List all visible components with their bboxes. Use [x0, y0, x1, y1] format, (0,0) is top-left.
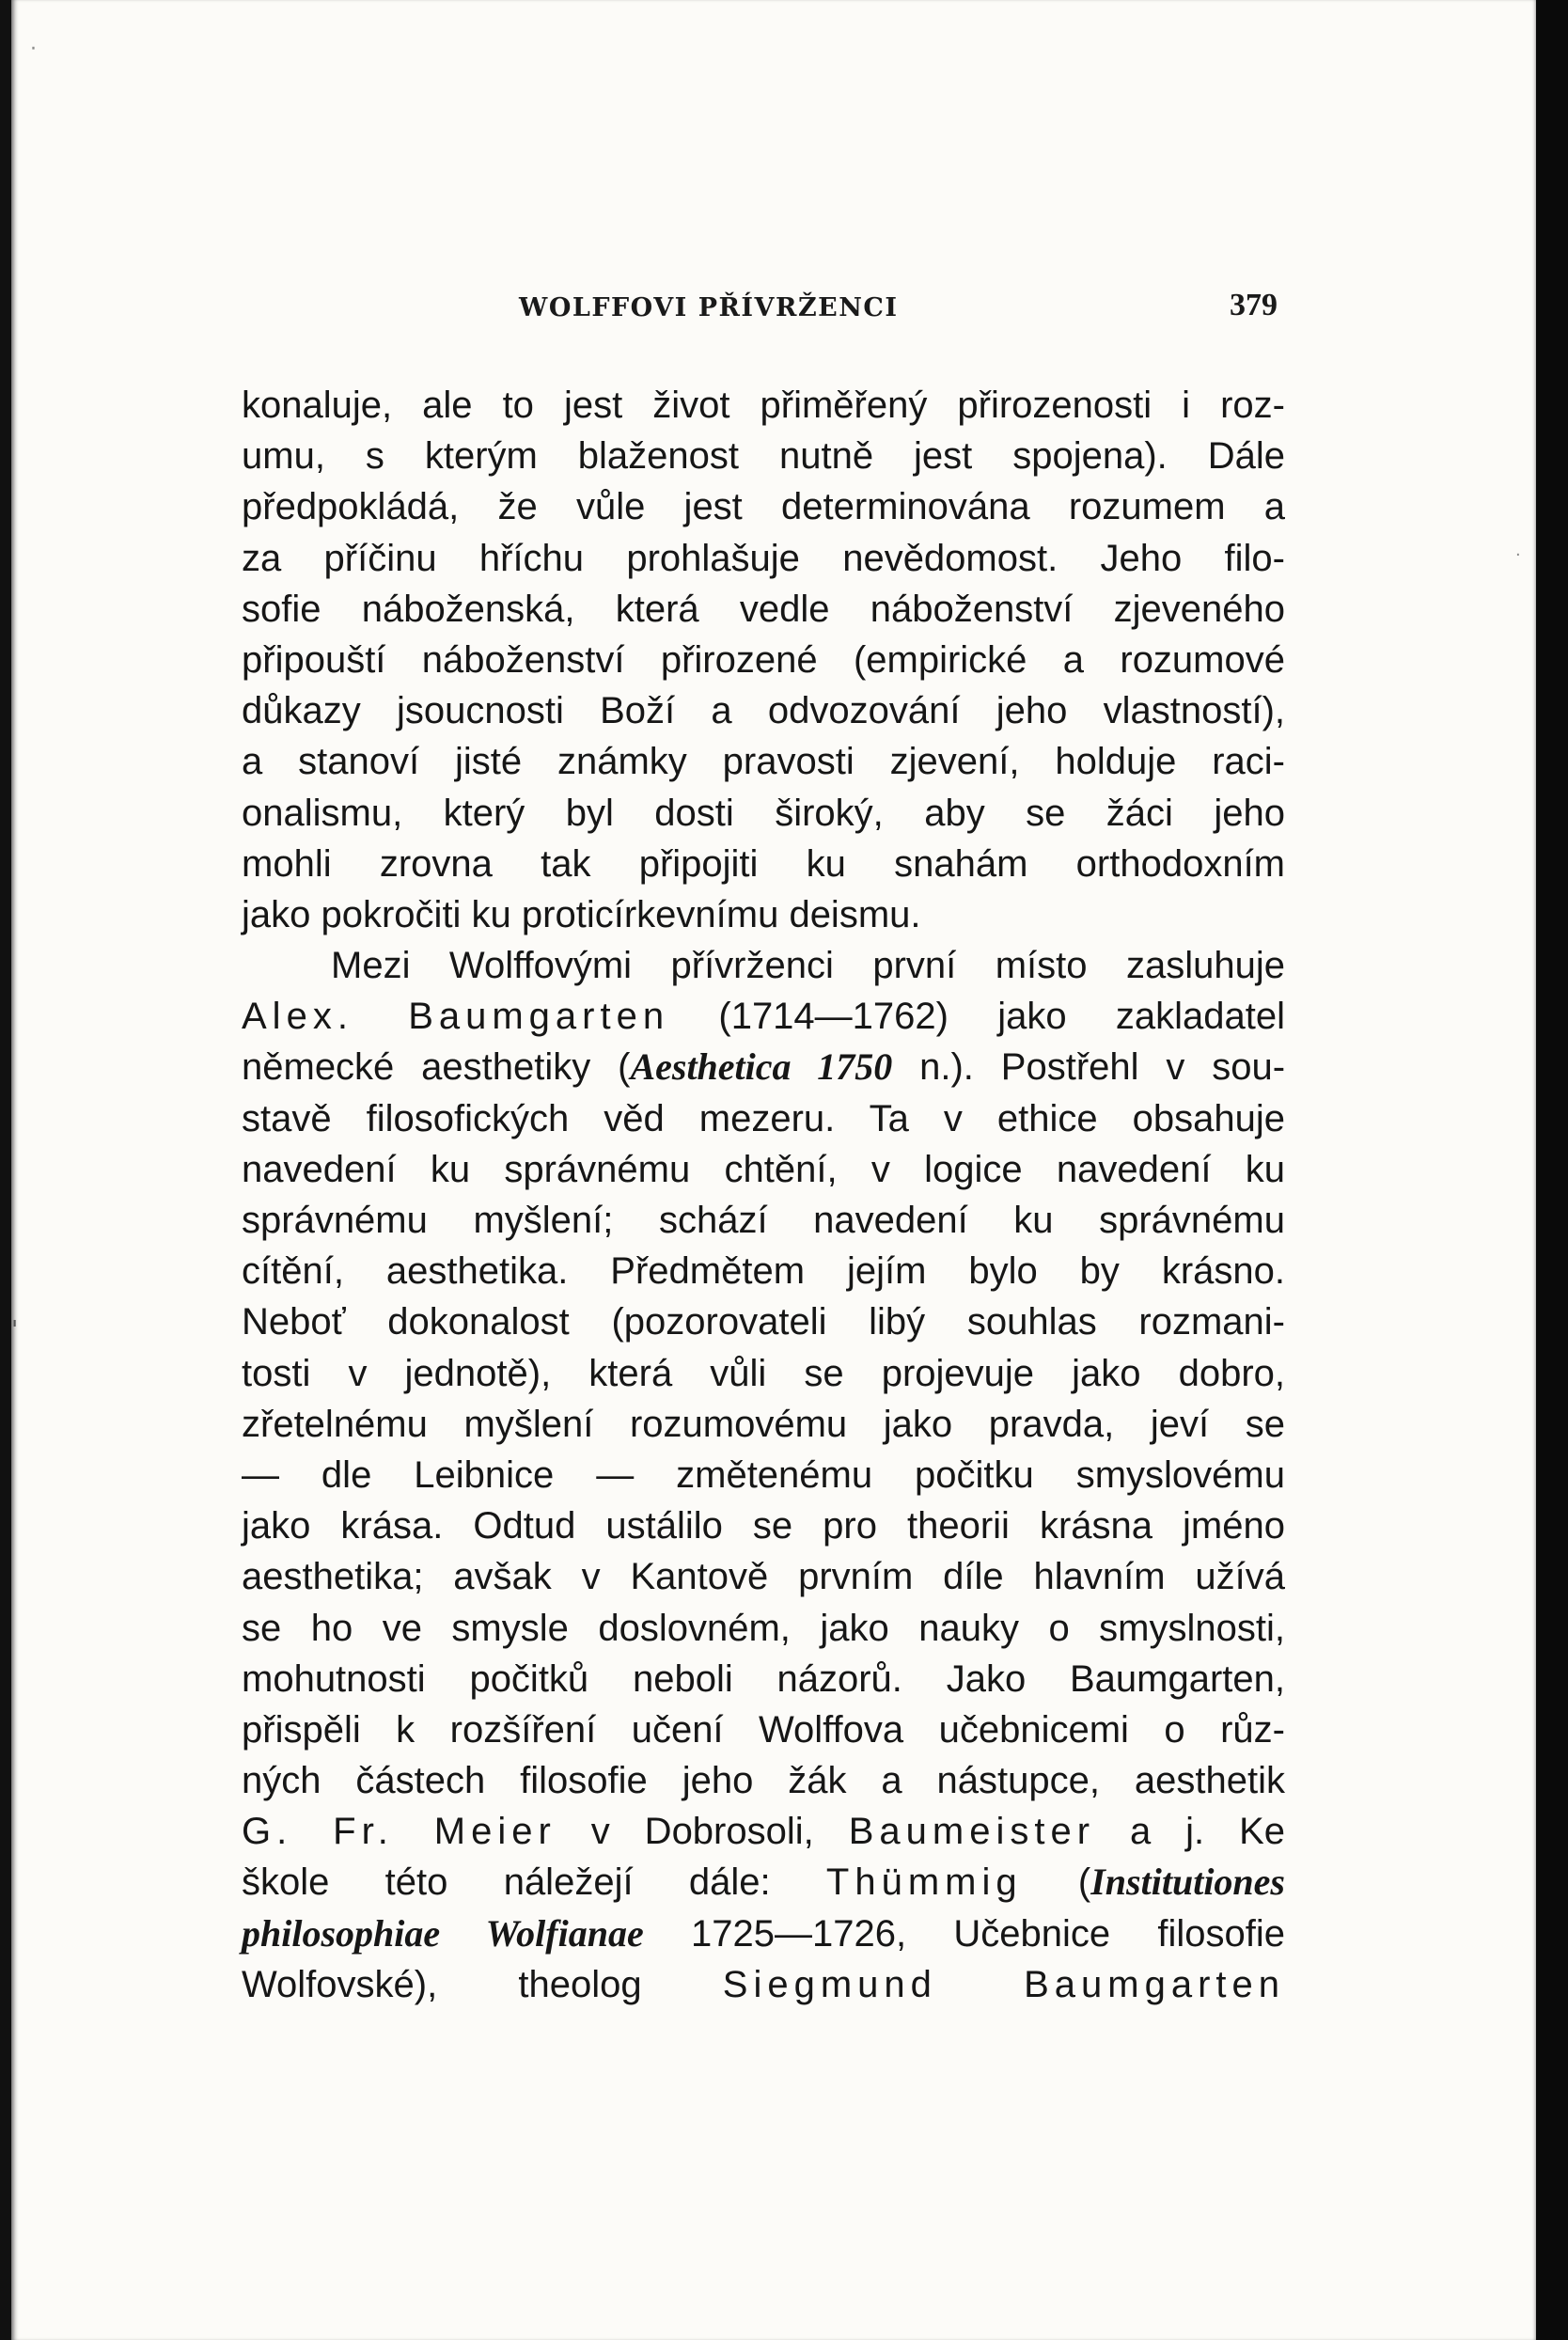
text-line: Neboť dokonalost (pozorovateli libý souhlas rozmani- [242, 1301, 1285, 1343]
text-span: škole této náležejí dále: [242, 1861, 826, 1904]
text-line: připouští náboženství přirozené (empirické a rozumové [242, 638, 1285, 681]
spaced-name: Alex. Baumgarten [242, 996, 670, 1038]
text-span: a j. Ke [1095, 1811, 1286, 1853]
text-line: tosti v jednotě), která vůli se projevuje jako dobro, [242, 1352, 1285, 1394]
text-line: se ho ve smysle doslovném, jako nauky o smyslnosti, [242, 1607, 1285, 1649]
italic-title: Institutiones [1090, 1861, 1285, 1904]
spaced-name: Thümmig [825, 1861, 1023, 1904]
text-line: ných částech filosofie jeho žák a nástupce, aesthetik [242, 1760, 1285, 1802]
text-line: jako pokročiti ku proticírkevnímu deismu. [242, 893, 921, 935]
text-line: zřetelnému myšlení rozumovému jako pravda, jeví se [242, 1403, 1285, 1445]
scan-speck: · [30, 38, 37, 61]
text-line: aesthetika; avšak v Kantově prvním díle hlavním užívá [242, 1556, 1285, 1598]
text-line: za příčinu hříchu prohlašuje nevědomost. Jeho filo- [242, 537, 1285, 579]
text-span: německé aesthetiky ( [242, 1046, 631, 1089]
text-line: onalismu, který byl dosti široký, aby se žáci jeho [242, 792, 1285, 834]
text-span: Wolfovské), theolog [242, 1963, 723, 2005]
text-line [242, 1959, 1285, 2010]
text-line: stavě filosofických věd mezeru. Ta v ethice obsahuje [242, 1097, 1285, 1139]
italic-title: philosophiae Wolfianae [242, 1911, 644, 1955]
text-line: jako krása. Odtud ustálilo se pro theorii krásna jméno [242, 1505, 1285, 1547]
text-line: — dle Leibnice — změtenému počitku smyslovému [242, 1453, 1285, 1496]
text-span: n.). Postřehl v sou- [892, 1046, 1286, 1089]
text-line [242, 1908, 1285, 1959]
running-title: WOLFFOVI PŘÍVRŽENCI [519, 293, 899, 322]
text-line: správnému myšlení; schází navedení ku správnému [242, 1200, 1285, 1241]
page-number: 379 [1230, 288, 1278, 322]
text-line: důkazy jsoucnosti Boží a odvozování jeho vlastností), [242, 690, 1285, 732]
text-line [242, 1806, 1285, 1857]
text-line: Mezi Wolffovými přívrženci první místo zasluhuje [331, 945, 1285, 987]
text-line [242, 1042, 1285, 1092]
text-line: předpokládá, že vůle jest determinována rozumem a [242, 486, 1285, 528]
scan-left-edge [0, 0, 11, 2340]
text-line: sofie náboženská, která vedle náboženství zjeveného [242, 588, 1285, 630]
text-line: přispěli k rozšíření učení Wolffova učebnicemi o růz- [242, 1708, 1285, 1751]
italic-title: Aesthetica 1750 [630, 1045, 893, 1089]
text-line: a stanoví jisté známky pravosti zjevení, holduje raci- [242, 741, 1285, 783]
text-span: v Dobrosoli, [556, 1811, 849, 1853]
text-line: umu, s kterým blaženost nutně jest spojena). Dále [242, 435, 1285, 478]
text-line: konaluje, ale to jest život přiměřený přirozenosti i roz- [242, 385, 1285, 426]
text-line: mohutnosti počitků neboli názorů. Jako Baumgarten, [242, 1657, 1285, 1700]
text-line: navedení ku správnému chtění, v logice navedení ku [242, 1148, 1285, 1190]
spaced-name: G. Fr. Meier [242, 1811, 557, 1853]
scan-speck: · [1515, 545, 1521, 565]
text-span: (1714—1762) jako zakladatel [669, 996, 1285, 1038]
text-span: ( [1022, 1861, 1091, 1904]
book-page [11, 0, 1536, 2340]
spaced-name: Baumeister [848, 1811, 1096, 1853]
spaced-name: Siegmund Baumgarten [722, 1963, 1285, 2005]
text-line [242, 1857, 1285, 1908]
scan-right-edge [1536, 0, 1568, 2340]
scan-speck: ' [11, 1316, 19, 1344]
text-span: 1725—1726, Učebnice filosofie [643, 1912, 1285, 1955]
text-line: cítění, aesthetika. Předmětem jejím bylo by krásno. [242, 1250, 1285, 1293]
text-line [242, 991, 1285, 1042]
body-text [242, 380, 1285, 2010]
text-line: mohli zrovna tak připojiti ku snahám orthodoxním [242, 842, 1285, 885]
